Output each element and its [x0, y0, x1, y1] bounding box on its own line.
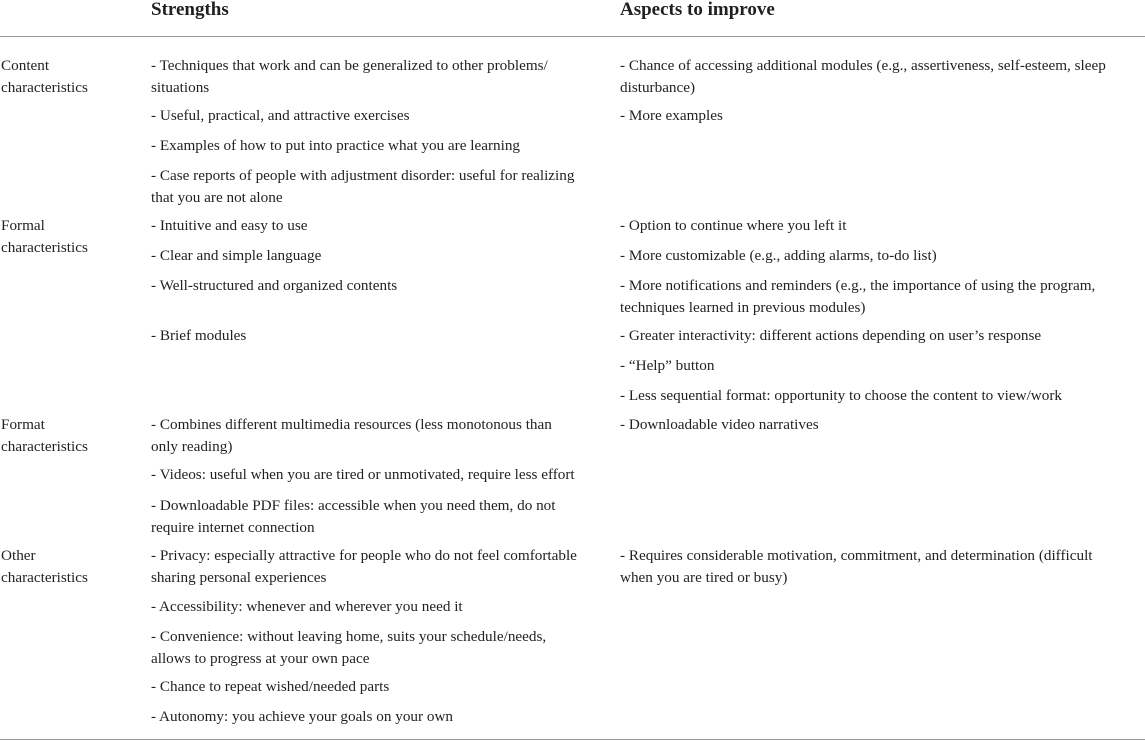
strength-item: - Videos: useful when you are tired or unmotivated, require less effort — [151, 466, 575, 483]
strength-item: - Useful, practical, and attractive exercises — [151, 107, 410, 124]
strength-item: - Autonomy: you achieve your goals on your own — [151, 708, 454, 725]
category-label: Other — [1, 547, 36, 564]
aspect-item: when you are tired or busy) — [620, 568, 788, 586]
aspect-item: techniques learned in previous modules) — [620, 298, 866, 316]
category-label: characteristics — [1, 568, 88, 586]
strength-item: - Intuitive and easy to use — [151, 217, 308, 234]
category-label: characteristics — [1, 78, 88, 96]
header-aspects-to-improve: Aspects to improve — [620, 0, 775, 20]
strength-item: situations — [151, 78, 210, 96]
strength-item: allows to progress at your own pace — [151, 649, 370, 667]
table-bottom-rule — [0, 739, 1145, 740]
aspect-item: - More examples — [620, 107, 723, 124]
aspect-item: - Option to continue where you left it — [620, 217, 847, 234]
strength-item: - Accessibility: whenever and wherever you need it — [151, 598, 463, 615]
strength-item: - Case reports of people with adjustment disorder: useful for realizing — [151, 167, 575, 184]
aspect-item: disturbance) — [620, 78, 696, 96]
header-strengths: Strengths — [151, 0, 229, 20]
aspect-item: - Requires considerable motivation, commitment, and determination (difficult — [620, 547, 1093, 564]
category-label: Format — [1, 416, 45, 433]
strength-item: only reading) — [151, 437, 233, 455]
strength-item: - Well-structured and organized contents — [151, 277, 398, 294]
strength-item: that you are not alone — [151, 188, 283, 206]
category-label: Content — [1, 57, 50, 74]
category-label: characteristics — [1, 238, 88, 256]
strength-item: sharing personal experiences — [151, 568, 327, 586]
table-header — [0, 0, 1145, 37]
aspect-item: - Chance of accessing additional modules (e.g., assertiveness, self-esteem, sleep — [620, 57, 1106, 74]
category-label: Formal — [1, 217, 45, 234]
strength-item: - Techniques that work and can be generalized to other problems/ — [151, 57, 548, 74]
strength-item: - Downloadable PDF files: accessible when you need them, do not — [151, 497, 556, 514]
strength-item: - Privacy: especially attractive for people who do not feel comfortable — [151, 547, 577, 564]
strength-item: - Convenience: without leaving home, suits your schedule/needs, — [151, 628, 547, 645]
aspect-item: - More customizable (e.g., adding alarms, to-do list) — [620, 247, 937, 264]
aspect-item: - More notifications and reminders (e.g., the importance of using the program, — [620, 277, 1096, 294]
strength-item: - Chance to repeat wished/needed parts — [151, 678, 390, 695]
strength-item: require internet connection — [151, 518, 315, 536]
category-label: characteristics — [1, 437, 88, 455]
strength-item: - Brief modules — [151, 327, 247, 344]
strength-item: - Combines different multimedia resources (less monotonous than — [151, 416, 552, 433]
aspect-item: - Less sequential format: opportunity to choose the content to view/work — [620, 387, 1063, 404]
aspect-item: - “Help” button — [620, 357, 715, 374]
aspect-item: - Downloadable video narratives — [620, 416, 819, 433]
aspect-item: - Greater interactivity: different actions depending on user’s response — [620, 327, 1042, 344]
strength-item: - Clear and simple language — [151, 247, 322, 264]
strength-item: - Examples of how to put into practice what you are learning — [151, 137, 521, 154]
